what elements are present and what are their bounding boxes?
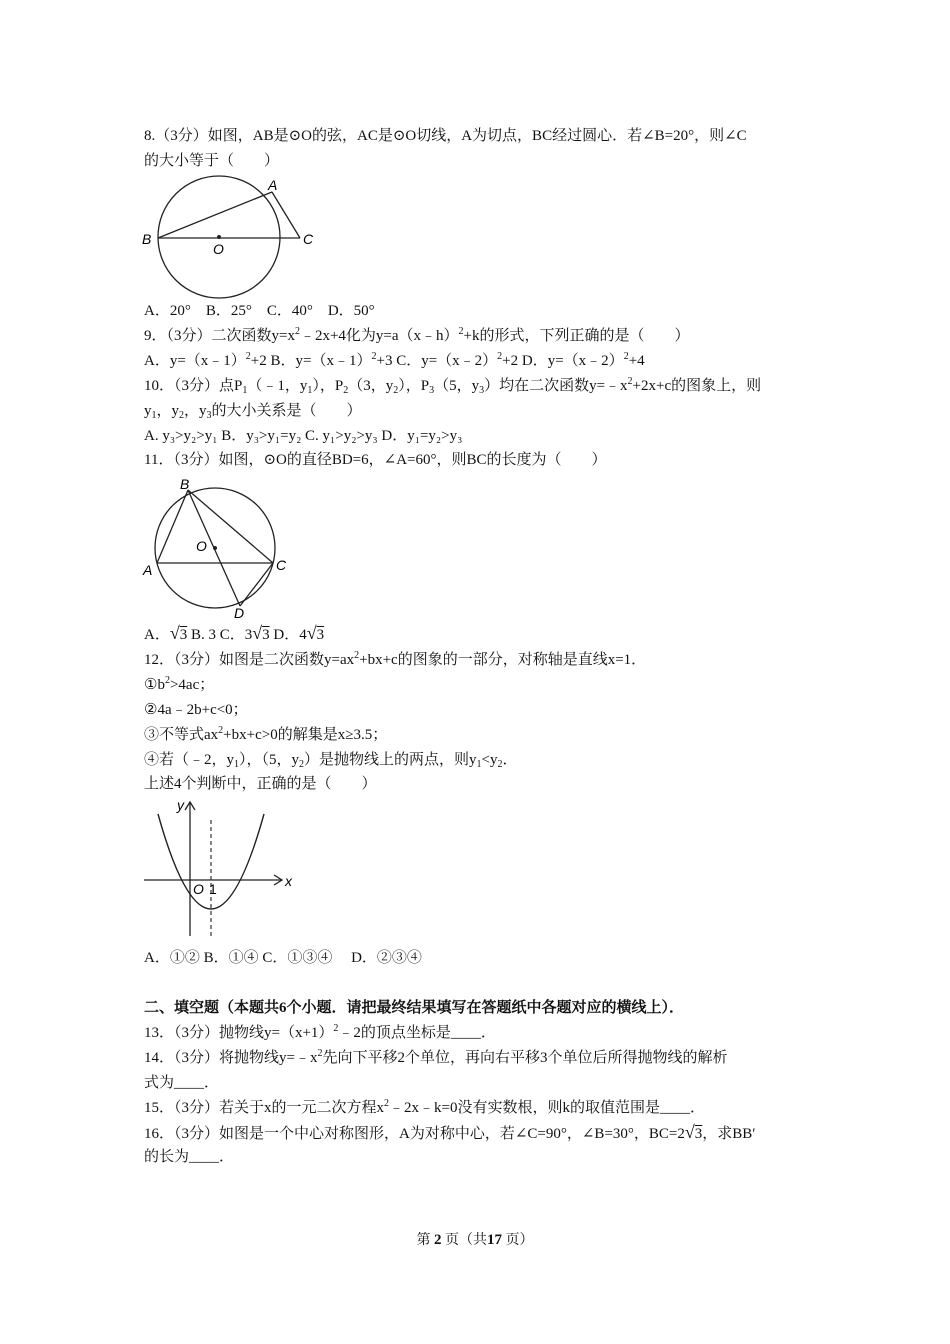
- q8-label-c: C: [303, 231, 314, 247]
- q9-stem: 9．（3分）二次函数$y=x^2﹣2x+4$化为y=a（x﹣h）$^2$+k的形式，下列正确的是（ ）: [144, 326, 690, 344]
- q11-label-c: C: [276, 557, 287, 573]
- q8-label-a: A: [268, 177, 278, 193]
- q11-label-b: B: [180, 476, 190, 492]
- q14-line2: 式为____．: [144, 1075, 220, 1091]
- q16-line1: 16．（3分）如图是一个中心对称图形，A为对称中心，若∠C=90°，∠B=30°，BC=2√3，求BB′: [144, 1122, 756, 1142]
- q15: 15．（3分）若关于x的一元二次方程$x^2﹣2x﹣k=0$没有实数根，则k的取值范围是____．: [144, 1098, 705, 1116]
- q12-label-x: x: [285, 873, 292, 889]
- q8-stem-line2: 的大小等于（ ）: [144, 153, 280, 169]
- q8-label-o: O: [213, 241, 224, 257]
- q14-line1: 14．（3分）将抛物线$y=﹣x^2$先向下平移2个单位，再向右平移3个单位后所得抛物线的解析: [144, 1048, 728, 1066]
- q11-label-a: A: [143, 562, 153, 578]
- q12-item-2: ②4a﹣2b+c<0；: [144, 702, 248, 718]
- q12-label-one: 1: [209, 881, 217, 897]
- q11-label-o: O: [196, 538, 207, 554]
- q9-options: A．y=（x﹣1）$^2$+2 B．y=（x﹣1）$^2$+3 C．y=（x﹣2）$^2$+2 D．y=（x﹣2）$^2$+4: [144, 351, 645, 369]
- q16-line2: 的长为____．: [144, 1149, 235, 1165]
- q12-tail: 上述4个判断中，正确的是（ ）: [144, 776, 377, 792]
- q11-stem: 11．（3分）如图，⊙O的直径BD=6，∠A=60°，则BC的长度为（ ）: [144, 452, 607, 468]
- q10-stem-line1: 10．（3分）点$P_1(﹣1$，$y_1$），$P_2(3$，$y_2$），$P_3(5$，$y_3$）均在二次函数$y=﹣x^2+2x+c$的图象上，则: [144, 376, 762, 396]
- q10-options: A. y₃>y₂>y₁ B．y₃>y₁=y₂ C. y₁>y₂>y₃ D．y₁=y₂>y₃: [144, 428, 463, 444]
- q8-options: A．20° B．25° C．40° D．50°: [144, 303, 375, 319]
- q12-figure: [140, 796, 300, 941]
- page-footer: 第 2 页（共17 页）: [416, 1232, 534, 1248]
- q8-figure: [140, 172, 325, 300]
- q11-figure: [140, 472, 300, 622]
- q12-label-y: y: [177, 797, 184, 813]
- q10-stem-line2: $y_1$，$y_2$，$y_3$的大小关系是（ ）: [144, 403, 362, 421]
- q12-item-3: ③不等式$ax^2+bx+c>0$的解集是x≥3.5；: [144, 725, 388, 743]
- q13: 13．（3分）抛物线$y=(x+1)^2﹣2$的顶点坐标是____．: [144, 1023, 496, 1041]
- q12-stem: 12．（3分）如图是二次函数$y=ax^2+bx+c$的图象的一部分，对称轴是直线x=1．: [144, 650, 647, 668]
- q8-stem-line1: 8.（3分）如图，AB是⊙O的弦，AC是⊙O切线，A为切点，BC经过圆心．若∠B=20°，则∠C: [144, 128, 747, 144]
- q12-label-o: O: [193, 881, 204, 897]
- q12-item-4: ④若（﹣2，$y_1$），（5，$y_2$）是抛物线上的两点，则$y_1<y_2$．: [144, 752, 518, 770]
- q11-label-d: D: [234, 605, 245, 621]
- q11-options: A．√3 B. 3 C．3√3 D．4√3: [144, 623, 325, 643]
- q8-label-b: B: [142, 231, 152, 247]
- q12-item-1: $①b^2>4ac$；: [144, 675, 215, 693]
- section2-heading: 二、填空题（本题共6个小题．请把最终结果填写在答题纸中各题对应的横线上）．: [144, 1000, 685, 1016]
- q12-options: A．①② B．①④ C．①③④ D．②③④: [144, 950, 422, 966]
